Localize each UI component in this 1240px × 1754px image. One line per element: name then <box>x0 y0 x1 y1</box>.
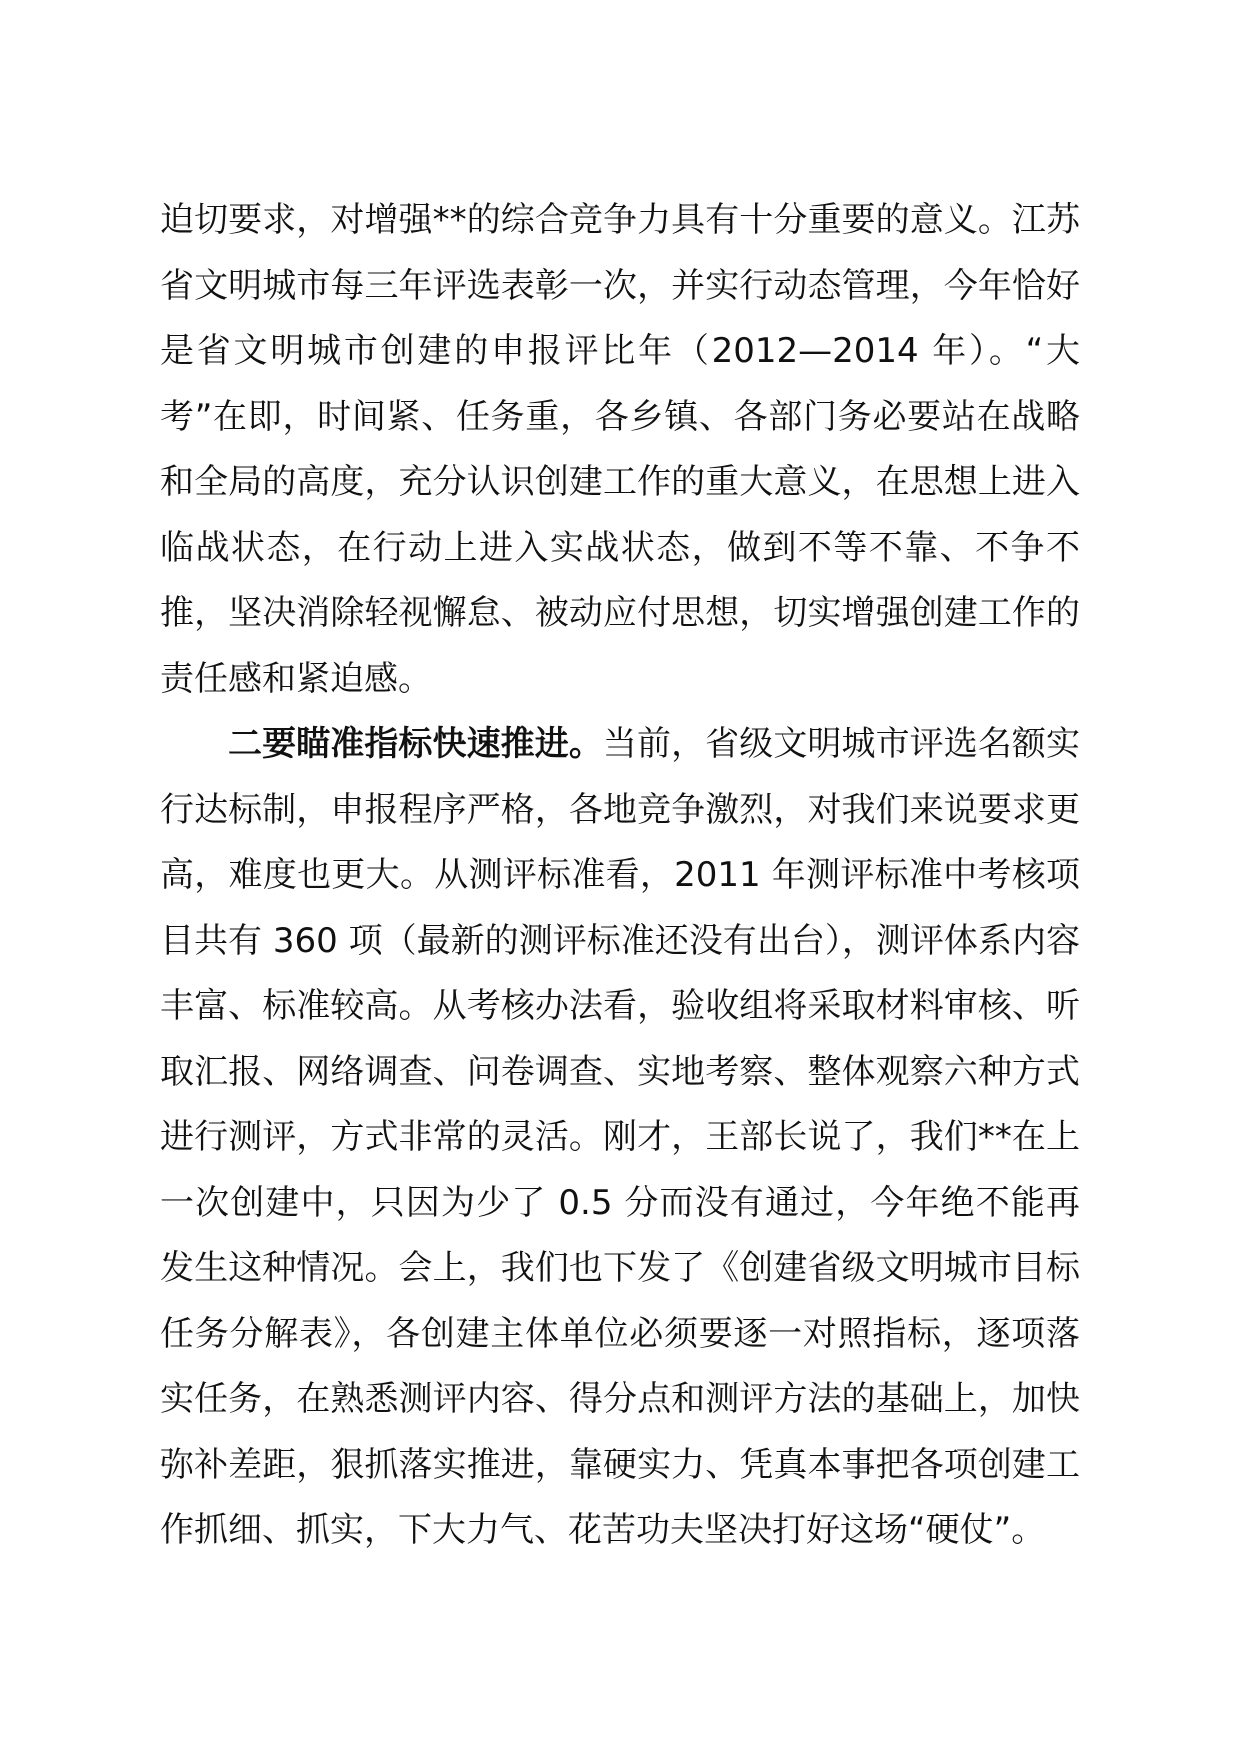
paragraph-2-text: 当前，省级文明城市评选名额实行达标制，申报程序严格，各地竞争激烈，对我们来说要求更高，难度也更大。从测评标准看，2011 年测评标准中考核项目共有 360 项（最新的测评标准还没有出台），测评体系内容丰富、标准较高。从考核办法看，验收组将采取材料审核、听取汇报、网络调查、问卷调查、实地考察、整体观察六种方式进行测评，方式非常的灵活。刚才，王部长说了，我们**在上一次创建中，只因为少了 0.5 分而没有通过，今年绝不能再发生这种情况。会上，我们也下发了《创建省级文明城市目标任务分解表》，各创建主体单位必须要逐一对照指标，逐项落实任务，在熟悉测评内容、得分点和测评方法的基础上，加快弥补差距，狠抓落实推进，靠硬实力、凭真本事把各项创建工作抓细、抓实，下大力气、花苦功夫坚决打好这场“硬仗”。 <box>160 724 1081 1550</box>
document-body <box>160 188 1080 1564</box>
paragraph-1-text: 迫切要求，对增强**的综合竞争力具有十分重要的意义。江苏省文明城市每三年评选表彰一次，并实行动态管理，今年恰好是省文明城市创建的申报评比年（2012—2014 年）。“大考”在即，时间紧、任务重，各乡镇、各部门务必要站在战略和全局的高度，充分认识创建工作的重大意义，在思想上进入临战状态，在行动上进入实战状态，做到不等不靠、不争不推，坚决消除轻视懈怠、被动应付思想，切实增强创建工作的责任感和紧迫感。 <box>160 200 1080 699</box>
paragraph-2-heading: 二要瞄准指标快速推进。 <box>228 724 603 764</box>
paragraph-1 <box>160 188 1080 712</box>
paragraph-2 <box>160 712 1080 1564</box>
